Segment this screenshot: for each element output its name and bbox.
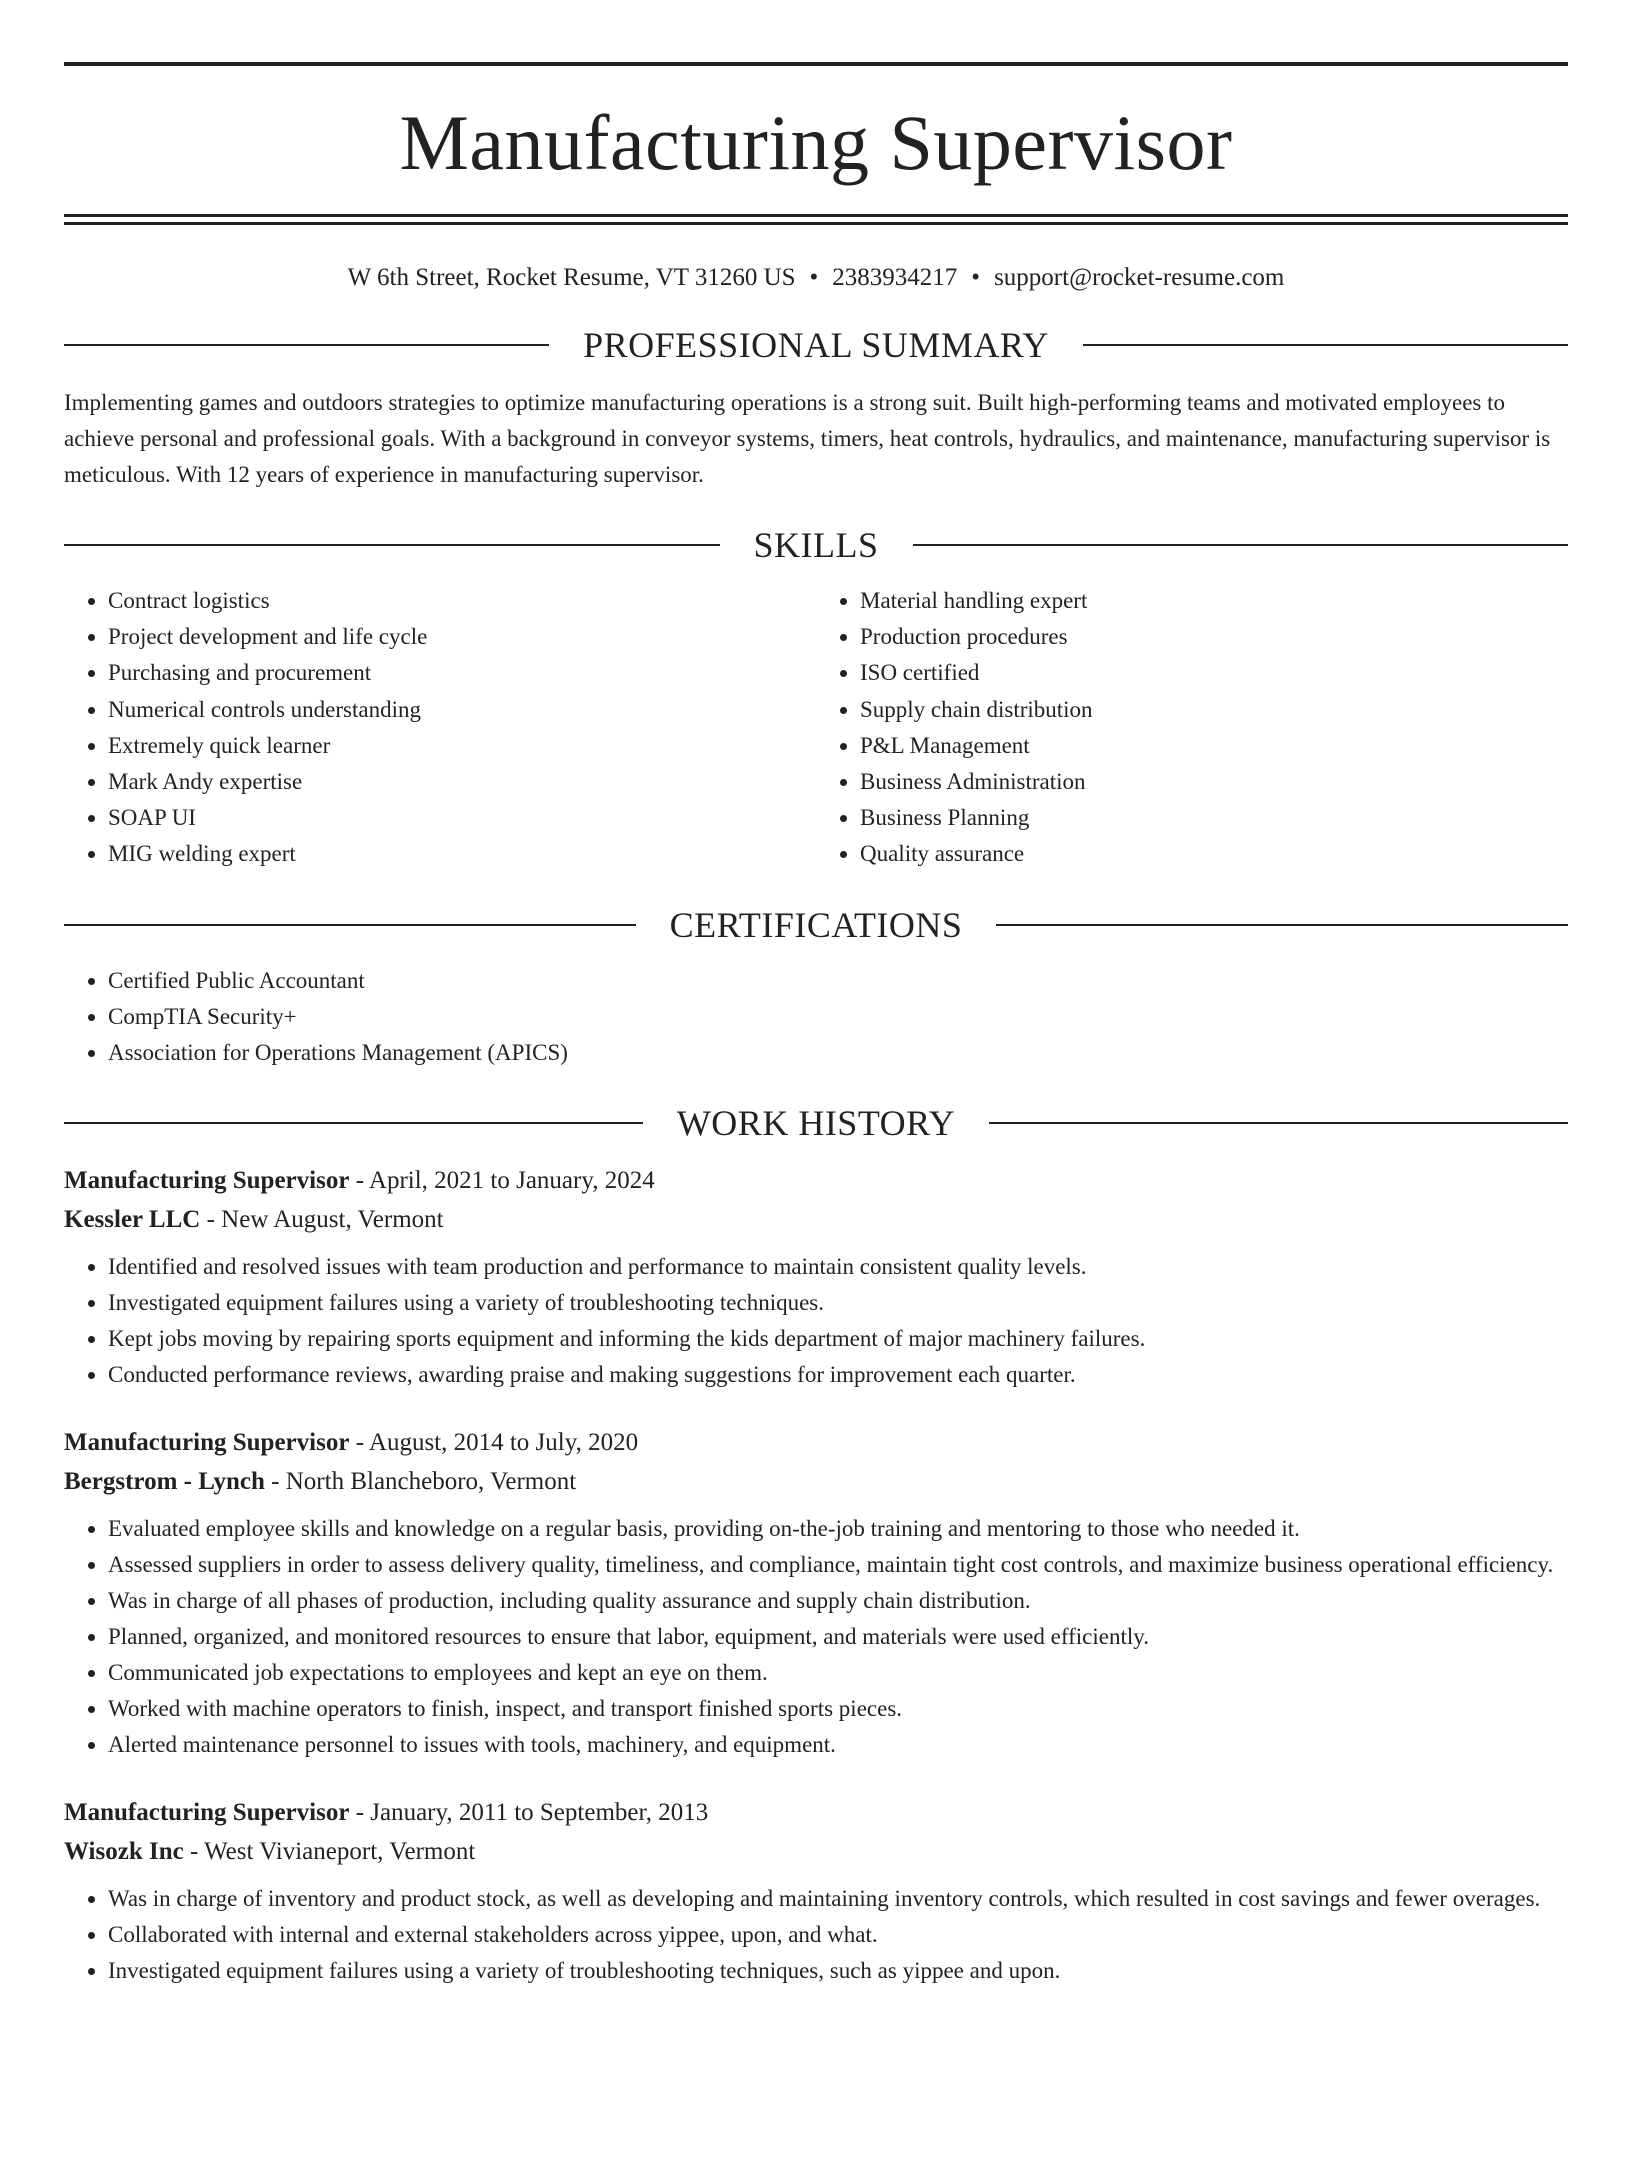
job-title: Manufacturing Supervisor: [64, 1166, 350, 1194]
job-location: - New August, Vermont: [200, 1205, 444, 1233]
job-bullet: • Identified and resolved issues with team production and performance to maintain consistent quality levels.: [108, 1249, 1568, 1285]
job-company-line: [64, 1200, 1568, 1239]
job-company-line: [64, 1462, 1568, 1501]
job-title: Manufacturing Supervisor: [64, 1798, 350, 1826]
skill-item: • Project development and life cycle: [108, 619, 816, 655]
skill-item: • Business Planning: [860, 800, 1568, 836]
resume-title: Manufacturing Supervisor: [399, 99, 1233, 186]
section-title: WORK HISTORY: [676, 1102, 956, 1143]
section-header-skills: [64, 527, 1568, 563]
job-entry: [64, 1423, 1568, 1763]
top-rule: [64, 62, 1568, 66]
job-bullets: [64, 1881, 1568, 1989]
section-header-certifications: [64, 904, 1568, 945]
skill-item: • Mark Andy expertise: [108, 764, 816, 800]
certification-item: • CompTIA Security+: [108, 999, 1568, 1035]
job-company: Kessler LLC: [64, 1205, 201, 1233]
section-rule: [913, 544, 1569, 546]
job-bullet: • Planned, organized, and monitored resources to ensure that labor, equipment, and materials were used efficiently.: [108, 1619, 1568, 1655]
job-dates: - April, 2021 to January, 2024: [349, 1166, 655, 1194]
contact-separator: •: [971, 264, 981, 291]
section-rule: [1083, 344, 1568, 346]
job-bullet: • Investigated equipment failures using a variety of troubleshooting techniques, such as yippee and upon.: [108, 1953, 1568, 1989]
job-bullets: [64, 1249, 1568, 1393]
job-dates: - January, 2011 to September, 2013: [349, 1798, 709, 1826]
section-rule: [64, 544, 720, 546]
skill-item: • Extremely quick learner: [108, 728, 816, 764]
job-entry: [64, 1793, 1568, 1989]
job-bullet: • Evaluated employee skills and knowledge on a regular basis, providing on-the-job training and mentoring to those who needed it.: [108, 1511, 1568, 1547]
job-entry: [64, 1161, 1568, 1393]
skills-column-right: [816, 583, 1568, 873]
skill-item: • Quality assurance: [860, 836, 1568, 872]
contact-phone: 2383934217: [832, 264, 958, 291]
job-bullet: • Collaborated with internal and external stakeholders across yippee, upon, and what.: [108, 1917, 1568, 1953]
job-title-line: [64, 1423, 1568, 1462]
job-bullet: • Was in charge of inventory and product stock, as well as developing and maintaining inventory controls, which resulted in cost savings and fewer overages.: [108, 1881, 1568, 1917]
skill-item: • Numerical controls understanding: [108, 692, 816, 728]
certification-item: • Certified Public Accountant: [108, 963, 1568, 999]
skill-item: • SOAP UI: [108, 800, 816, 836]
job-dates: - August, 2014 to July, 2020: [349, 1428, 639, 1456]
job-company: Bergstrom - Lynch: [64, 1467, 265, 1495]
certification-item: • Association for Operations Management (APICS): [108, 1035, 1568, 1071]
job-bullet: • Communicated job expectations to employees and kept an eye on them.: [108, 1655, 1568, 1691]
job-bullet: • Was in charge of all phases of production, including quality assurance and supply chain distribution.: [108, 1583, 1568, 1619]
job-location: - North Blancheboro, Vermont: [264, 1467, 577, 1495]
skill-item: • Contract logistics: [108, 583, 816, 619]
certifications-list: [64, 963, 1568, 1071]
job-bullet: • Conducted performance reviews, awarding praise and making suggestions for improvement each quarter.: [108, 1357, 1568, 1393]
job-bullet: • Alerted maintenance personnel to issues with tools, machinery, and equipment.: [108, 1727, 1568, 1763]
section-rule: [64, 344, 549, 346]
job-title: Manufacturing Supervisor: [64, 1428, 350, 1456]
section-title: SKILLS: [753, 525, 879, 565]
skills-list: [64, 583, 1568, 873]
skill-item: • Material handling expert: [860, 583, 1568, 619]
job-company-line: [64, 1832, 1568, 1871]
summary-text: Implementing games and outdoors strategies to optimize manufacturing operations is a strong suit. Built high-performing teams and motivated employees to achieve personal and professional goals. With a background in conveyor systems, timers, heat controls, hydraulics, and maintenance, manufacturing supervisor is meticulous. With 12 years of experience in manufacturing supervisor.: [64, 390, 1551, 487]
job-bullet: • Worked with machine operators to finish, inspect, and transport finished sports pieces.: [108, 1691, 1568, 1727]
section-header-work-history: [64, 1102, 1568, 1143]
contact-email: support@rocket-resume.com: [994, 264, 1285, 291]
job-location: - West Vivianeport, Vermont: [183, 1837, 476, 1865]
job-bullet: • Assessed suppliers in order to assess delivery quality, timeliness, and compliance, maintain tight cost controls, and maximize business operational efficiency.: [108, 1547, 1568, 1583]
job-company: Wisozk Inc: [64, 1837, 184, 1865]
job-title-line: [64, 1161, 1568, 1200]
skill-item: • Purchasing and procurement: [108, 655, 816, 691]
skill-item: • ISO certified: [860, 655, 1568, 691]
skills-column-left: [64, 583, 816, 873]
skill-item: • Supply chain distribution: [860, 692, 1568, 728]
contact-line: [64, 263, 1568, 293]
section-rule: [64, 924, 636, 926]
job-bullet: • Investigated equipment failures using a variety of troubleshooting techniques.: [108, 1285, 1568, 1321]
job-bullet: • Kept jobs moving by repairing sports equipment and informing the kids department of major machinery failures.: [108, 1321, 1568, 1357]
resume-page: [0, 62, 1632, 2174]
section-rule: [64, 1122, 643, 1124]
contact-address: W 6th Street, Rocket Resume, VT 31260 US: [347, 264, 796, 291]
skill-item: • P&L Management: [860, 728, 1568, 764]
section-title: CERTIFICATIONS: [669, 904, 963, 945]
skill-item: • Business Administration: [860, 764, 1568, 800]
section-rule: [996, 924, 1568, 926]
job-bullets: [64, 1511, 1568, 1763]
job-title-line: [64, 1793, 1568, 1832]
section-header-summary: [64, 327, 1568, 363]
skill-item: • MIG welding expert: [108, 836, 816, 872]
section-title: PROFESSIONAL SUMMARY: [583, 325, 1049, 365]
contact-separator: •: [809, 264, 819, 291]
skill-item: • Production procedures: [860, 619, 1568, 655]
title-double-rule: [64, 214, 1568, 225]
section-rule: [989, 1122, 1568, 1124]
